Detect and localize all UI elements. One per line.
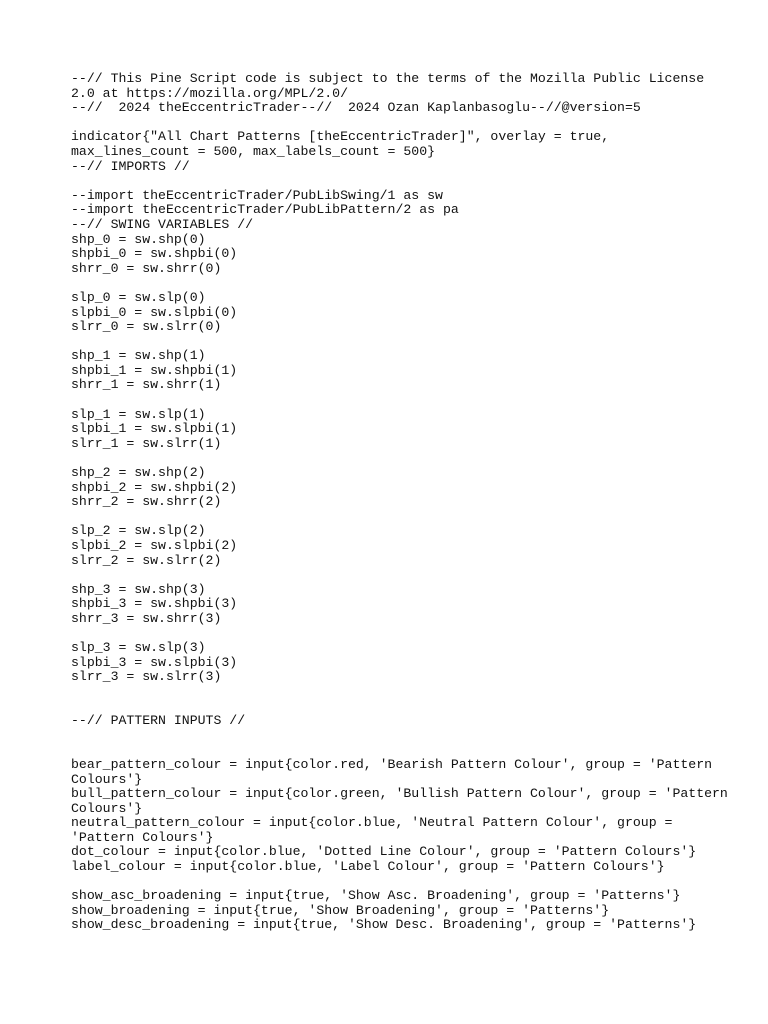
code-line: --// This Pine Script code is subject to the terms of the Mozilla Public License xyxy=(71,71,705,86)
code-line: shp_3 = sw.shp(3) xyxy=(71,581,206,597)
code-line: slrr_3 = sw.slrr(3) xyxy=(71,669,222,685)
code-line: show_broadening = input{true, 'Show Broadening', group = 'Patterns'} xyxy=(71,902,610,918)
code-line: slpbi_3 = sw.slpbi(3) xyxy=(71,654,238,670)
code-line: 'Pattern Colours'} xyxy=(71,829,214,845)
code-line: --import theEccentricTrader/PubLibSwing/1 as sw xyxy=(71,187,443,203)
code-line: slp_1 = sw.slp(1) xyxy=(71,406,206,422)
code-line: shrr_2 = sw.shrr(2) xyxy=(71,494,222,510)
code-line: max_lines_count = 500, max_labels_count = 500} xyxy=(71,143,436,159)
blank-line xyxy=(71,174,731,189)
blank-line xyxy=(71,685,731,700)
code-line: --// 2024 theEccentricTrader--// 2024 Ozan Kaplanbasoglu--//@version=5 xyxy=(71,100,641,116)
blank-line xyxy=(71,729,731,744)
code-line: --// PATTERN INPUTS // xyxy=(71,713,246,729)
code-line: --import theEccentricTrader/PubLibPattern/2 as pa xyxy=(71,202,459,218)
code-line: --// SWING VARIABLES // xyxy=(71,216,254,232)
code-document xyxy=(71,72,731,933)
code-line: slrr_2 = sw.slrr(2) xyxy=(71,552,222,568)
code-line: dot_colour = input{color.blue, 'Dotted Line Colour', group = 'Pattern Colours'} xyxy=(71,844,697,860)
blank-line xyxy=(71,335,731,350)
code-line: label_colour = input{color.blue, 'Label Colour', group = 'Pattern Colours'} xyxy=(71,859,665,875)
code-line: Colours'} xyxy=(71,771,143,787)
code-line: slpbi_1 = sw.slpbi(1) xyxy=(71,421,238,437)
blank-line xyxy=(71,875,731,890)
code-line: shrr_3 = sw.shrr(3) xyxy=(71,610,222,626)
blank-line xyxy=(71,276,731,291)
code-line: slp_2 = sw.slp(2) xyxy=(71,523,206,539)
code-line: slpbi_0 = sw.slpbi(0) xyxy=(71,304,238,320)
code-line: shpbi_1 = sw.shpbi(1) xyxy=(71,362,238,378)
code-line: shpbi_2 = sw.shpbi(2) xyxy=(71,479,238,495)
code-line: bull_pattern_colour = input{color.green, 'Bullish Pattern Colour', group = 'Pattern xyxy=(71,786,728,802)
code-line: slrr_1 = sw.slrr(1) xyxy=(71,435,222,451)
code-line: shrr_0 = sw.shrr(0) xyxy=(71,260,222,276)
code-line: shrr_1 = sw.shrr(1) xyxy=(71,377,222,393)
blank-line xyxy=(71,116,731,131)
code-line: slp_0 = sw.slp(0) xyxy=(71,289,206,305)
code-line: Colours'} xyxy=(71,800,143,816)
code-line: bear_pattern_colour = input{color.red, 'Bearish Pattern Colour', group = 'Pattern xyxy=(71,756,713,772)
code-line: --// IMPORTS // xyxy=(71,158,190,174)
blank-line xyxy=(71,568,731,583)
code-line: shpbi_3 = sw.shpbi(3) xyxy=(71,596,238,612)
code-line: shpbi_0 = sw.shpbi(0) xyxy=(71,246,238,262)
blank-line xyxy=(71,451,731,466)
blank-line xyxy=(71,627,731,642)
code-line: shp_2 = sw.shp(2) xyxy=(71,465,206,481)
code-line: 2.0 at https://mozilla.org/MPL/2.0/ xyxy=(71,85,348,101)
code-line: show_desc_broadening = input{true, 'Show Desc. Broadening', group = 'Patterns'} xyxy=(71,917,697,933)
code-line: slp_3 = sw.slp(3) xyxy=(71,640,206,656)
code-line: indicator{"All Chart Patterns [theEccentricTrader]", overlay = true, xyxy=(71,129,610,145)
code-line: slpbi_2 = sw.slpbi(2) xyxy=(71,538,238,553)
code-line: shp_0 = sw.shp(0) xyxy=(71,231,206,247)
blank-line xyxy=(71,393,731,408)
blank-line xyxy=(71,743,731,758)
code-line: slrr_0 = sw.slrr(0) xyxy=(71,319,222,335)
code-line: neutral_pattern_colour = input{color.blue, 'Neutral Pattern Colour', group = xyxy=(71,815,673,831)
blank-line xyxy=(71,700,731,715)
blank-line xyxy=(71,510,731,525)
code-line: show_asc_broadening = input{true, 'Show Asc. Broadening', group = 'Patterns'} xyxy=(71,888,681,904)
code-line: shp_1 = sw.shp(1) xyxy=(71,348,206,364)
